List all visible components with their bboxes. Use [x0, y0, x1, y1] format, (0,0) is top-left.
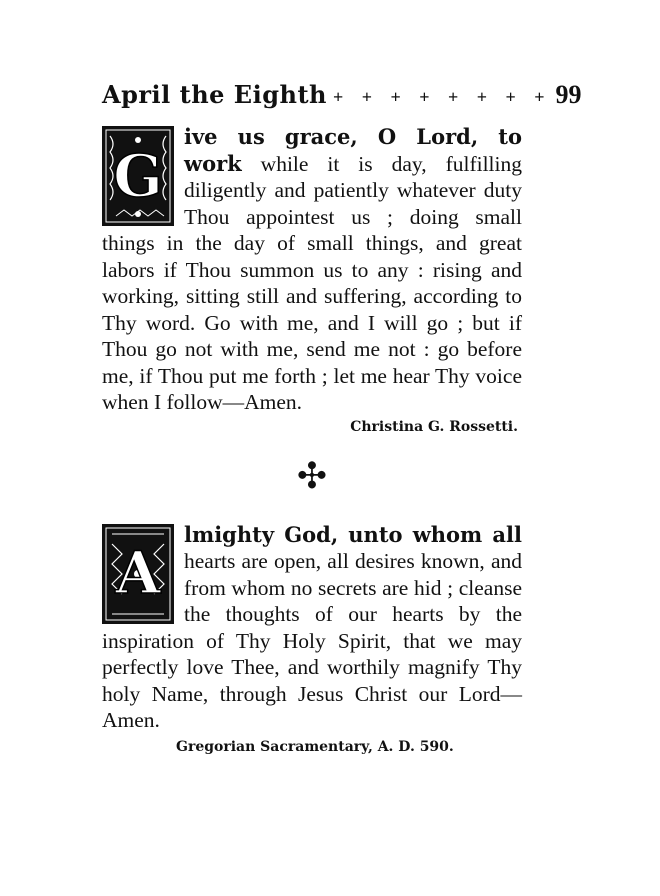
prayer-rossetti	[102, 124, 522, 438]
fleuron-ornament-icon: ✣	[296, 455, 328, 496]
prayer-opening: ive us grace, O Lord, to work	[184, 124, 522, 176]
attribution: Gregorian Sacramentary, A. D. 590.	[176, 738, 454, 755]
prayer-gregorian	[102, 522, 522, 758]
running-header	[102, 80, 582, 120]
page-number: 99	[555, 80, 582, 109]
prayer-body: while it is day, fulfilling diligently and patiently whatever duty Thou appointest us ; doing small things in the day of small things, and great labors if Thou summon us to any : rising and working, sitting still and suffering, according to Thy word. Go with me, and I will go ; but if Thou go not with me, send me not : go before me, if Thou put me forth ; let me hear Thy voice when I follow—Amen.	[102, 151, 523, 414]
prayer-body: hearts are open, all desires known, and from whom no secrets are hid ; cleanse the thoughts of our hearts by the inspiration of Thy Holy Spirit, that we may perfectly love Thee, and worthily magnify Thy holy Name, through Jesus Christ our Lord—Amen.	[102, 549, 522, 732]
prayer-opening: lmighty God, unto whom all	[184, 521, 522, 547]
drop-cap-g	[102, 126, 174, 226]
attribution: Christina G. Rossetti.	[350, 418, 518, 435]
drop-cap-a	[102, 524, 174, 624]
page-heading: April the Eighth	[102, 80, 327, 109]
drop-cap-letter: G	[113, 141, 163, 210]
book-page	[102, 80, 582, 758]
drop-cap-letter: A	[115, 539, 161, 608]
header-ornament: + + + + + + + +	[332, 87, 552, 107]
